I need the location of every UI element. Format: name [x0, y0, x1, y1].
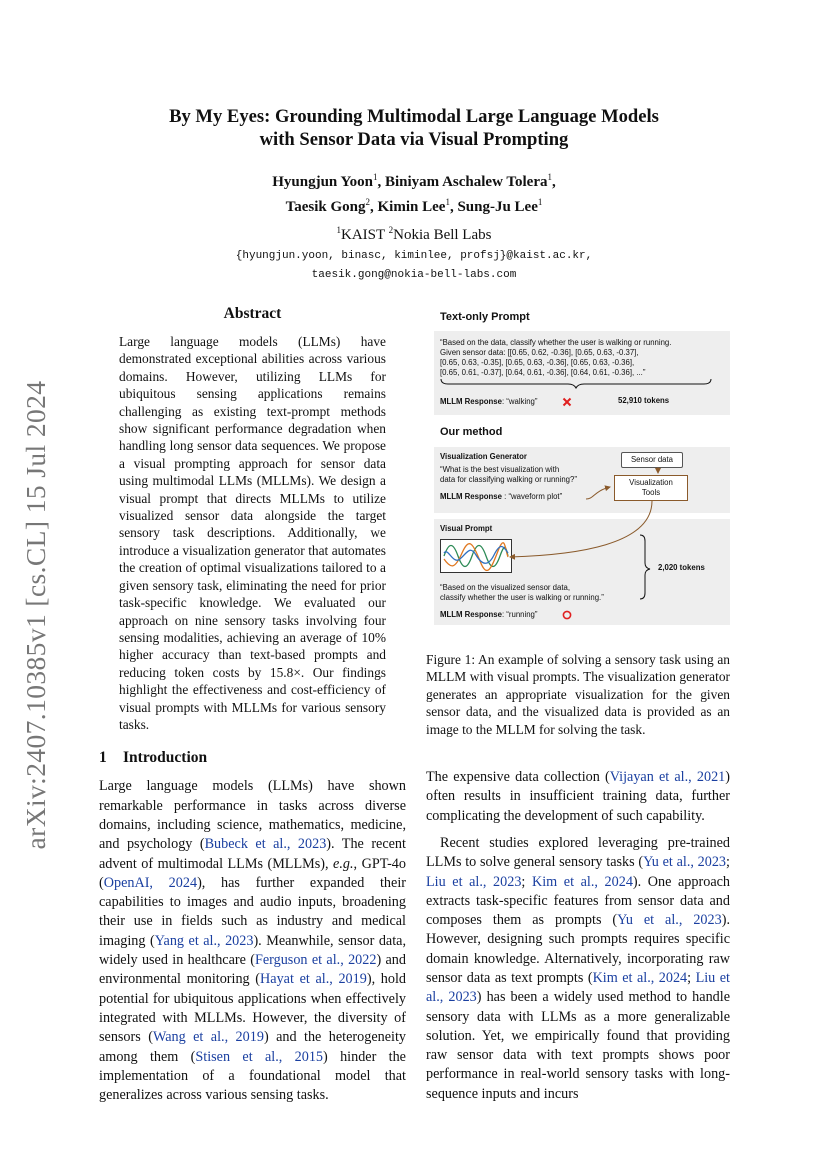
author-list	[0, 167, 828, 217]
citation-link[interactable]: Kim et al., 2024	[531, 873, 633, 890]
authors-line-1	[0, 167, 828, 192]
affiliation-kaist: KAIST	[341, 227, 389, 243]
authors-line-2	[0, 192, 828, 217]
text-run: ;	[687, 970, 696, 986]
citation-link[interactable]: Liu et al., 2023	[426, 970, 730, 1006]
author-affiliation-mark: 1	[445, 197, 450, 207]
citation-link[interactable]: Ferguson et al., 2022	[254, 952, 377, 969]
visual-token-count: 2,020 tokens	[658, 563, 705, 572]
affiliation-nokia: Nokia Bell Labs	[393, 227, 492, 243]
citation-link[interactable]: Liu et al., 2023	[426, 873, 522, 890]
text-run: Recent studies explored leveraging pre-trained LLMs to solve general sensory tasks (	[426, 834, 730, 871]
text-prompt-line: “Based on the data, classify whether the user is walking or running.	[440, 338, 672, 347]
author-affiliation-mark: 1	[537, 197, 543, 207]
section-number: 1	[99, 749, 107, 767]
text-run: ) hinder the implementation of a foundational model that generalizes across various sensing tasks.	[99, 1048, 406, 1104]
citation-link[interactable]: Vijayan et al., 2021	[609, 769, 726, 786]
abstract-heading: Abstract	[223, 305, 282, 322]
affiliation-mark: 1	[336, 225, 341, 235]
response-to-tools-arrow	[586, 487, 610, 499]
author-name: Taesik Gong	[285, 199, 366, 215]
author-name: Hyungjun Yoon	[272, 174, 373, 190]
intro-paragraph-3	[426, 834, 730, 1104]
visualization-tools-label: Tools	[641, 488, 661, 497]
sensor-data-label: Sensor data	[630, 455, 674, 464]
citation-link[interactable]: Yu et al., 2023	[617, 912, 722, 929]
response-value: : “walking”	[501, 397, 538, 406]
author-separator: ,	[370, 199, 378, 215]
text-token-count: 52,910 tokens	[618, 396, 670, 405]
text-run: ) and the heterogeneity among them (	[99, 1029, 406, 1065]
text-only-prompt-heading: Text-only Prompt	[440, 311, 530, 323]
author-affiliation-mark: 2	[365, 197, 371, 207]
paper-header	[0, 105, 828, 285]
text-run: ) and environmental monitoring (	[99, 952, 406, 988]
title-line-1: By My Eyes: Grounding Multimodal Large Language Models	[169, 106, 659, 127]
affiliation-mark: 2	[388, 225, 394, 235]
our-method-heading: Our method	[440, 426, 503, 438]
author-separator: ,	[552, 174, 556, 190]
figure-caption: Figure 1: An example of solving a sensory task using an MLLM with visual prompts. The visualization generator generates an appropriate visualization for the given sensor data, and the visualized data is provided as an image to the MLLM for solving the task.	[426, 652, 730, 737]
section-heading-introduction	[99, 749, 406, 767]
author-affiliation-mark: 1	[372, 172, 378, 182]
affiliations	[0, 220, 828, 245]
text-prompt-line: Given sensor data: [[0.65, 0.62, -0.36], [0.65, 0.63, -0.37],	[440, 348, 639, 357]
visualization-tools-label: Visualization	[629, 478, 673, 487]
citation-link[interactable]: Wang et al., 2019	[152, 1029, 264, 1046]
author-separator: ,	[377, 174, 385, 190]
abstract-text: Large language models (LLMs) have demonstrated exceptional abilities across various domains. However, utilizing LLMs for ubiquitous sensing applications remains challenging as existing text-prompt methods show significant performance degradation when handling long sensor data sequences. We propose a visual prompting approach for sensor data using multimodal LLMs (MLLMs). We design a visual prompt that directs MLLMs to utilize visualized sensor data alongside the target sensory task descriptions. Additionally, we introduce a visualization generator that automates the creation of optimal visualizations tailored to a given sensory task, eliminating the need for prior task-specific knowledge. We evaluated our approach on nine sensory tasks involving four sensing modalities, achieving an average of 10% higher accuracy than text-based prompts and reducing token costs by 15.8×. Our findings highlight the effectiveness and cost-efficiency of visual prompts with MLLMs for various sensory tasks.	[119, 334, 386, 732]
author-name: Biniyam Aschalew Tolera	[384, 174, 548, 190]
arxiv-identifier	[20, 360, 52, 870]
mllm-response-label: MLLM Response	[440, 397, 502, 406]
email-line-1: {hyungjun.yoon, binasc, kiminlee, profsj}@kaist.ac.kr,	[235, 250, 593, 262]
citation-link[interactable]: Bubeck et al., 2023	[204, 836, 327, 853]
text-run-italic: e.g.	[333, 855, 354, 872]
flow-arrows	[426, 305, 730, 635]
arxiv-id-text: arXiv:2407.10385v1 [cs.CL] 15 Jul 2024	[20, 380, 51, 850]
text-run: ). One approach extracts task-specific features from sensor data and composes them as prompts (	[426, 873, 731, 929]
visual-prompt-text-line: “Based on the visualized sensor data,	[440, 583, 571, 592]
author-affiliation-mark: 1	[547, 172, 553, 182]
intro-paragraph-2	[426, 768, 730, 826]
mllm-response-label: MLLM Response	[440, 492, 502, 501]
author-separator: ,	[449, 199, 458, 215]
right-column	[426, 305, 730, 1104]
text-run: The expensive data collection (	[426, 769, 610, 786]
left-column	[99, 305, 406, 1105]
text-prompt-line: [0.65, 0.63, -0.35], [0.65, 0.63, -0.36], [0.65, 0.63, -0.36],	[440, 358, 635, 367]
citation-link[interactable]: Hayat et al., 2019	[260, 971, 367, 988]
citation-link[interactable]: Yang et al., 2023	[154, 932, 254, 949]
title-line-2: with Sensor Data via Visual Prompting	[259, 129, 569, 150]
mllm-response-label: MLLM Response	[440, 610, 502, 619]
text-run: ), hold potential for ubiquitous applications when effectively integrated with MLLMs. However, the diversity of sensors (	[99, 971, 406, 1046]
tools-to-plot-arrow	[510, 501, 652, 557]
visualization-generator-heading: Visualization Generator	[440, 452, 527, 461]
text-run: ). However, designing such prompts requires specific domain knowledge. Alternatively, incorporating raw sensor data as text prompts (	[426, 912, 730, 986]
text-run: ;	[521, 873, 532, 890]
email-line-2: taesik.gong@nokia-bell-labs.com	[311, 269, 517, 281]
text-run: ). The recent advent of multimodal LLMs (MLLMs),	[99, 836, 406, 872]
generator-question-line: data for classifying walking or running?”	[440, 475, 577, 484]
text-prompt-line: [0.65, 0.61, -0.37], [0.64, 0.61, -0.36], [0.64, 0.61, -0.36], ...”	[440, 368, 646, 377]
response-value: : “running”	[501, 610, 538, 619]
text-run: ) has been a widely used method to handle sensory data with LLMs as a more generalizable solution. Yet, we empirically found that providing raw sensor data with text prompts shows poor performance in real-world sensory tasks with long-sequence inputs and incurs	[426, 989, 730, 1102]
author-name: Kimin Lee	[377, 199, 446, 215]
visual-prompt-heading: Visual Prompt	[440, 524, 493, 533]
generator-question-line: “What is the best visualization with	[440, 465, 560, 474]
citation-link[interactable]: Kim et al., 2024	[592, 970, 688, 986]
paper-title	[0, 105, 828, 151]
author-emails	[0, 247, 828, 285]
citation-link[interactable]: Yu et al., 2023	[643, 854, 727, 871]
text-run: Large language models (LLMs) have shown remarkable performance in tasks across diverse domains, including science, mathematics, medicine, and psychology (	[99, 778, 406, 853]
citation-link[interactable]: OpenAI, 2024	[103, 874, 198, 891]
text-run: ), has further expanded their capabilities to images and audio inputs, broadening their use in fields such as industry and medical imaging (	[99, 874, 406, 949]
text-run: ). Meanwhile, sensor data, widely used in healthcare (	[99, 932, 406, 969]
figure-1	[426, 305, 730, 635]
citation-link[interactable]: Stisen et al., 2015	[195, 1048, 324, 1065]
text-run: , GPT-4o (	[99, 855, 406, 891]
section-title: Introduction	[123, 749, 208, 767]
text-run: ) often results in insufficient training data, further complicating the development of such capability.	[426, 769, 730, 824]
visual-token-brace-icon	[640, 535, 650, 599]
author-name: Sung-Ju Lee	[457, 199, 538, 215]
intro-paragraph-1	[99, 777, 406, 1105]
visual-prompt-text-line: classify whether the user is walking or running.”	[440, 593, 604, 602]
text-run: ;	[726, 854, 730, 871]
response-value: : “waveform plot”	[501, 492, 563, 501]
